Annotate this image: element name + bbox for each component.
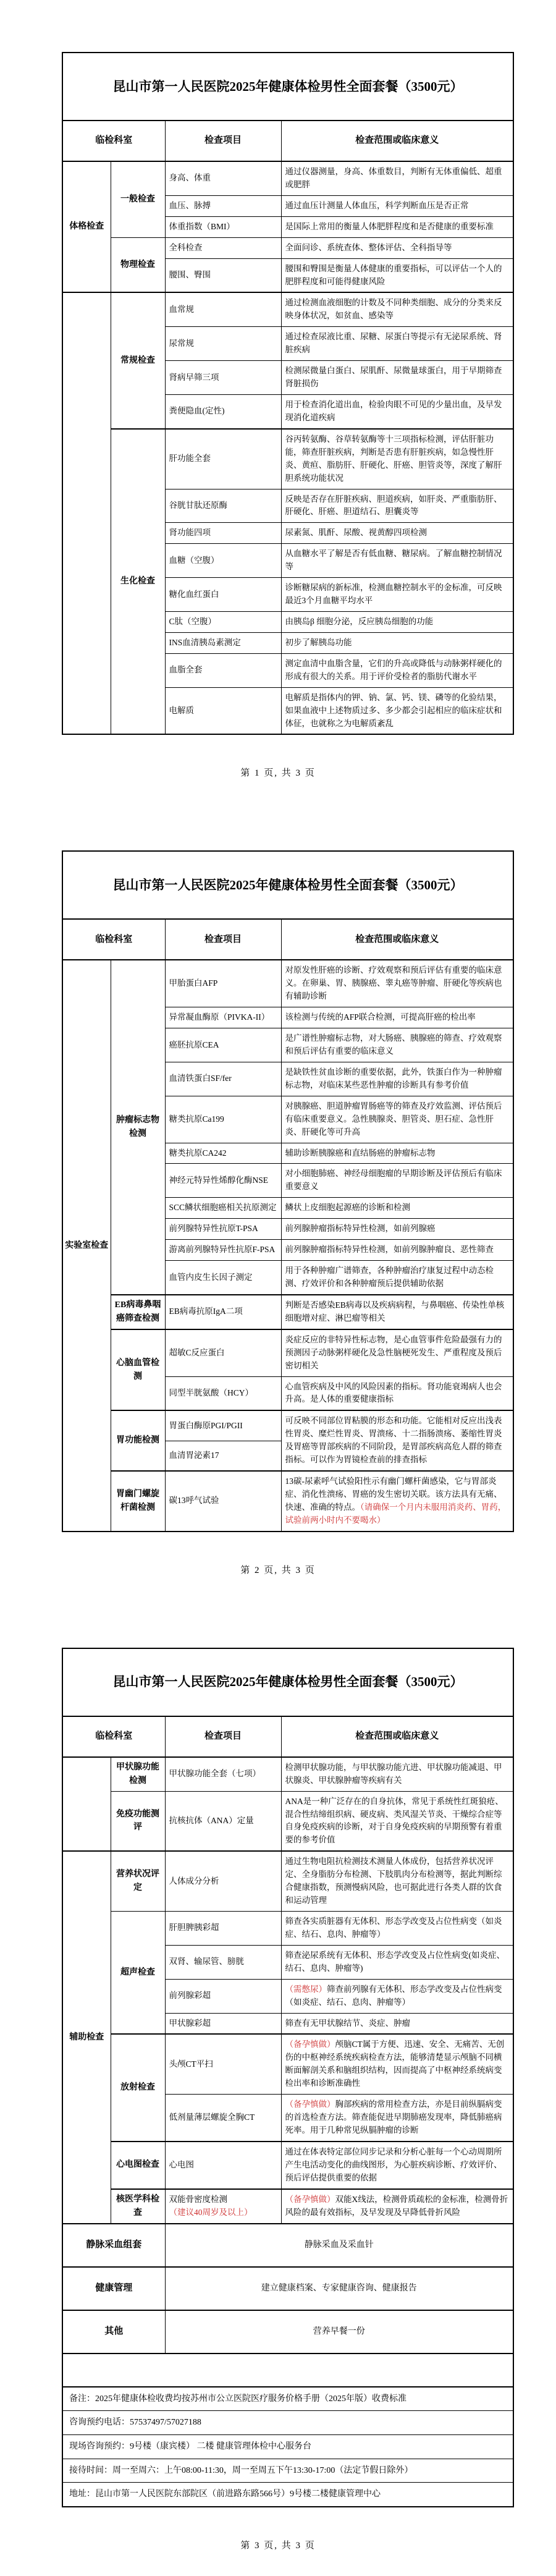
item-cell: 肾病早筛三项 <box>165 361 281 395</box>
exam-row <box>62 237 513 258</box>
item-cell: 谷胱甘肽还原酶 <box>165 489 281 523</box>
item-cell: 血清胃泌素17 <box>165 1441 281 1471</box>
meaning-text: 颅脑CT属于方便、迅速、安全、无痛苦、无创伤的中枢神经系统疾病检查方法，能够清楚显示颅脑不同横断面解剖关系和脑组织结构，因而提高了中枢神经系统病变检出率和诊断准确性 <box>285 2040 505 2088</box>
dept-sub-radiology: 放射检查 <box>111 2034 165 2141</box>
package-table-page-3 <box>62 1648 514 2507</box>
page-1 <box>0 0 556 779</box>
item-cell: 血脂全套 <box>165 653 281 687</box>
item-cell: 双肾、输尿管、膀胱 <box>165 1945 281 1979</box>
exam-row <box>62 1757 513 1791</box>
meaning-cell: 是国际上常用的衡量人体肥胖程度和是否健康的重要标准 <box>281 216 513 237</box>
dept-group-auxiliary: 辅助检查 <box>62 1851 111 2223</box>
meaning-cell: 是缺铁性贫血诊断的重要依据，此外，铁蛋白作为一种肿瘤标志物，对临床某些恶性肿瘤的诊断具有参考价值 <box>281 1062 513 1096</box>
item-cell: 碳13呼气试验 <box>165 1471 281 1532</box>
item-cell: 尿常规 <box>165 327 281 361</box>
item-cell: 头颅CT平扫 <box>165 2034 281 2094</box>
item-cell: 甲胎蛋白AFP <box>165 960 281 1007</box>
note-hours: 接待时间：周一至周六：上午08:00-11:30，周一至周五下午13:30-17:00（法定节假日除外） <box>62 2459 513 2483</box>
page-number-1: 第 1 页, 共 3 页 <box>240 768 316 779</box>
item-cell: 心电图 <box>165 2142 281 2189</box>
meaning-cell: 由胰岛β 细胞分泌，反应胰岛细胞的功能 <box>281 611 513 632</box>
page-2 <box>0 850 556 1575</box>
meaning-cell: 对胰腺癌、胆道肿瘤胃肠癌等的筛查及疗效监测、评估预后有临床重要意义。急性胰腺炎、胆管炎、胆石症、急性肝炎、肝硬化等可升高 <box>281 1096 513 1143</box>
meaning-cell: 通过生物电阻抗检测技术测量人体成份，包括营养状况评定、全身脂肪分布检测、下肢肌肉分布检测等，据此判断综合健康指数，预测慢病风险，也可据此进行各类人群的饮食和运动管理 <box>281 1851 513 1911</box>
item-cell: 人体成分分析 <box>165 1851 281 1911</box>
meaning-cell: 通过检测血液细胞的计数及不同种类细胞、成分的分类来反映身体状况，如贫血、感染等 <box>281 292 513 326</box>
spacer-row <box>62 2354 513 2387</box>
meaning-cell: 反映是否存在肝脏疾病、胆道疾病，如肝炎、严重脂肪肝、肝硬化、肝癌、胆道结石、胆囊炎等 <box>281 489 513 523</box>
note-phone: 咨询预约电话：57537497/57027188 <box>62 2411 513 2435</box>
item-cell: 血压、脉搏 <box>165 195 281 216</box>
meaning-cell: 腰围和臀围是衡量人体健康的重要指标，可以评估一个人的肥胖程度和可能得健康风险 <box>281 258 513 292</box>
item-cell <box>165 2189 281 2224</box>
exam-row <box>62 2034 513 2094</box>
dept-sub-nuclear-medicine: 核医学科检查 <box>111 2189 165 2224</box>
item-cell: 电解质 <box>165 687 281 734</box>
page-title: 昆山市第一人民医院2025年健康体检男性全面套餐（3500元） <box>62 53 513 121</box>
dept-sub-thyroid-function: 甲状腺功能检测 <box>111 1757 165 1791</box>
meaning-text: 胸部疾病的常用检查方法，亦是目前纵膈病变的首选检查方法。筛查能促进早期肺癌发现率，降低肺癌病死率。用于几种常见纵膈肿瘤的诊断 <box>285 2099 502 2135</box>
note-address: 地址：昆山市第一人民医院东部院区（前进路东路566号）9号楼二楼健康管理中心 <box>62 2483 513 2507</box>
summary-value: 营养早餐一份 <box>165 2310 513 2354</box>
meaning-cell: 炎症反应的非特异性标志物，是心血管事件危险最强有力的预测因子动脉粥样硬化及急性脑梗死发生、严重程度及预后密切相关 <box>281 1329 513 1376</box>
col-header-item: 检查项目 <box>165 919 281 960</box>
dept-sub-eb-virus: EB病毒鼻咽癌筛查检测 <box>111 1295 165 1329</box>
page-number-2: 第 2 页, 共 3 页 <box>240 1565 316 1575</box>
meaning-cell: 从血糖水平了解是否有低血糖、糖尿病。了解血糖控制情况等 <box>281 544 513 578</box>
exam-row <box>62 1791 513 1851</box>
summary-label-other: 其他 <box>62 2310 165 2354</box>
item-cell: 糖类抗原CA242 <box>165 1143 281 1164</box>
note-row <box>62 2434 513 2459</box>
item-cell: 肝胆脾胰彩超 <box>165 1911 281 1945</box>
meaning-cell: 全面问诊、系统查体、整体评估、全科指导等 <box>281 237 513 258</box>
note-row <box>62 2387 513 2411</box>
item-cell: 血糖（空腹） <box>165 544 281 578</box>
item-cell: 糖化血红蛋白 <box>165 578 281 612</box>
item-cell: 前列腺特异性抗原T-PSA <box>165 1219 281 1240</box>
meaning-cell <box>281 1471 513 1532</box>
meaning-cell: 通过检查尿液比重、尿糖、尿蛋白等提示有无泌尿系统、肾脏疾病 <box>281 327 513 361</box>
meaning-cell: 通过仪器测量，身高、体重数目，判断有无体重偏低、超重或肥胖 <box>281 161 513 195</box>
item-cell: 低剂量薄层螺旋全胸CT <box>165 2095 281 2142</box>
note-row <box>62 2411 513 2435</box>
summary-row <box>62 2310 513 2354</box>
note-row <box>62 2459 513 2483</box>
dept-sub-gastric-function: 胃功能检测 <box>111 1410 165 1471</box>
exam-row <box>62 292 513 326</box>
col-header-dept: 临检科室 <box>62 1716 165 1757</box>
meaning-cell <box>281 2034 513 2094</box>
item-red-note: （建议40周岁及以上） <box>169 2207 253 2217</box>
package-table-page-1 <box>62 52 514 735</box>
exam-row <box>62 429 513 489</box>
item-cell: 肾功能四项 <box>165 523 281 544</box>
item-cell: 甲状腺功能全套（七项） <box>165 1757 281 1791</box>
exam-row <box>62 1329 513 1376</box>
item-cell: INS血清胰岛素测定 <box>165 632 281 653</box>
summary-label-blood-draw: 静脉采血组套 <box>62 2224 165 2267</box>
item-cell: 全科检查 <box>165 237 281 258</box>
exam-row <box>62 161 513 195</box>
meaning-cell: 是广谱性肿瘤标志物，对大肠癌、胰腺癌的筛查、疗效观察和预后评估有重要的临床意义 <box>281 1028 513 1062</box>
exam-row <box>62 1911 513 1945</box>
item-cell: 前列腺彩超 <box>165 1979 281 2013</box>
item-text: 双能骨密度检测 <box>169 2194 227 2204</box>
meaning-cell: 该检测与传统的AFP联合检测，可提高肝癌的检出率 <box>281 1007 513 1028</box>
meaning-text: 筛查前列腺有无体积、形态学改变及占位性病变（如炎症、结石、息肉、肿瘤等） <box>285 1984 502 2007</box>
item-cell: 腰围、臀围 <box>165 258 281 292</box>
dept-sub-ultrasound: 超声检查 <box>111 1911 165 2034</box>
item-cell: 血管内皮生长因子测定 <box>165 1261 281 1295</box>
col-header-meaning: 检查范围或临床意义 <box>281 1716 513 1757</box>
exam-row <box>62 2189 513 2224</box>
meaning-cell <box>281 1979 513 2013</box>
meaning-cell: 用于检查消化道出血，检验肉眼不可见的少量出血，及早发现消化道疾病 <box>281 394 513 428</box>
meaning-cell <box>281 2189 513 2224</box>
dept-sub-routine: 常规检查 <box>111 292 165 428</box>
item-cell: 甲状腺彩超 <box>165 2013 281 2034</box>
col-header-dept: 临检科室 <box>62 919 165 960</box>
item-cell: 血常规 <box>165 292 281 326</box>
page-3 <box>0 1648 556 2551</box>
summary-value: 建立健康档案、专家健康咨询、健康报告 <box>165 2267 513 2310</box>
item-cell: EB病毒抗原IgA二项 <box>165 1295 281 1329</box>
meaning-cell: 心血管疾病及中风的风险因素的指标。肾功能衰竭病人也会升高。是人体的重要健康指标 <box>281 1376 513 1410</box>
item-cell: 粪便隐血(定性) <box>165 394 281 428</box>
page-title: 昆山市第一人民医院2025年健康体检男性全面套餐（3500元） <box>62 851 513 919</box>
summary-row <box>62 2224 513 2267</box>
item-cell: 肝功能全套 <box>165 429 281 489</box>
page-number-3: 第 3 页, 共 3 页 <box>240 2540 316 2551</box>
summary-row <box>62 2267 513 2310</box>
exam-row <box>62 1295 513 1329</box>
summary-label-health-management: 健康管理 <box>62 2267 165 2310</box>
item-cell: 超敏C反应蛋白 <box>165 1329 281 1376</box>
dept-group-laboratory: 实验室检查 <box>62 960 111 1531</box>
item-cell: 癌胚抗原CEA <box>165 1028 281 1062</box>
dept-sub-general: 一般检查 <box>111 161 165 237</box>
exam-row <box>62 2142 513 2189</box>
meaning-cell-shared: 可反映不同部位胃粘膜的形态和功能。它能相对反应出浅表性胃炎、糜烂性胃炎、胃溃疡、十二指肠溃疡、萎缩性胃炎及胃癌等胃部疾病的不同阶段，是胃部疾病高危人群的筛查指标。可以作为胃镜检查前的排查指标 <box>281 1410 513 1471</box>
col-header-dept: 临检科室 <box>62 121 165 161</box>
meaning-cell: 初步了解胰岛功能 <box>281 632 513 653</box>
item-cell: 神经元特异性烯醇化酶NSE <box>165 1164 281 1198</box>
page-title: 昆山市第一人民医院2025年健康体检男性全面套餐（3500元） <box>62 1648 513 1716</box>
meaning-red-note: （需憋尿） <box>285 1984 327 1994</box>
note-onsite: 现场咨询预约：9号楼（康宾楼） 二楼 健康管理体检中心服务台 <box>62 2434 513 2459</box>
dept-sub-tumor-markers: 肿瘤标志物检测 <box>111 960 165 1295</box>
dept-sub-ecg: 心电图检查 <box>111 2142 165 2189</box>
package-table-page-2 <box>62 850 514 1532</box>
meaning-cell: 谷丙转氨酶、谷草转氨酶等十三项指标检测，评估肝脏功能，筛查肝脏疾病，判断是否患有肝脏疾病，如急慢性肝炎、黄疸、脂肪肝、肝硬化、肝癌、胆管炎等，深度了解肝胆系统功能状况 <box>281 429 513 489</box>
meaning-red-note: （请确保一个月内未服用消炎药、胃药，试验前两小时内不要喝水） <box>285 1502 507 1525</box>
meaning-cell: 测定血清中血脂含量，它们的升高或降低与动脉粥样硬化的形成有很大的关系。用于评价受检者的脂肪代谢水平 <box>281 653 513 687</box>
meaning-cell: 通过在体表特定部位同步记录和分析心脏每一个心动周期所产生电活动变化的曲线图形，为心脏疾病诊断、疗效评价、预后评估提供重要的依据 <box>281 2142 513 2189</box>
item-cell: 体重指数（BMI） <box>165 216 281 237</box>
item-cell: 同型半胱氨酸（HCY） <box>165 1376 281 1410</box>
exam-row <box>62 1471 513 1532</box>
meaning-cell: 前列腺肿瘤指标特异性检测，如前列腺癌 <box>281 1219 513 1240</box>
meaning-red-note: （备孕慎做） <box>285 2194 335 2204</box>
meaning-cell: ANA是一种广泛存在的自身抗体，常见于系统性红斑狼疮、混合性结缔组织病、硬皮病、类风湿关节炎、干燥综合症等自身免疫疾病的诊断，对于自身免疫疾病的早期预警有着重要的参考价值 <box>281 1791 513 1851</box>
exam-row <box>62 1851 513 1911</box>
dept-sub-immune-function: 免疫功能测评 <box>111 1791 165 1851</box>
note-row <box>62 2483 513 2507</box>
meaning-cell: 尿素氮、肌酐、尿酸、视黄醇四项检测 <box>281 523 513 544</box>
meaning-cell <box>281 2095 513 2142</box>
item-cell: 身高、体重 <box>165 161 281 195</box>
meaning-cell: 电解质是指体内的钾、钠、氯、钙、镁、磷等的化验结果，如果血液中上述物质过多、多少都会引起相应的临床症状和体征，也就称之为电解质紊乱 <box>281 687 513 734</box>
meaning-red-note: （备孕慎做） <box>285 2099 335 2109</box>
meaning-cell: 用于各种肿瘤广谱筛查，各种肿瘤治疗康复过程中动态检测、疗效评价和各种肿瘤预后提供辅助依据 <box>281 1261 513 1295</box>
meaning-cell: 鳞状上皮细胞起源癌的诊断和检测 <box>281 1198 513 1219</box>
dept-sub-physical-exam: 物理检查 <box>111 237 165 292</box>
meaning-cell: 判断是否感染EB病毒以及疾病病程，与鼻咽癌、传染性单核细胞增对症、淋巴瘤等相关 <box>281 1295 513 1329</box>
dept-sub-h-pylori: 胃幽门螺旋杆菌检测 <box>111 1471 165 1532</box>
meaning-cell: 对原发性肝癌的诊断、疗效观察和预后评估有重要的临床意义。在卵巢、胃、胰腺癌、睾丸癌等肿瘤、肝硬化等疾病也有辅助诊断 <box>281 960 513 1007</box>
dept-sub-nutrition: 营养状况评定 <box>111 1851 165 1911</box>
item-cell: 抗核抗体（ANA）定量 <box>165 1791 281 1851</box>
dept-group-blank <box>62 1757 111 1852</box>
exam-row <box>62 1410 513 1441</box>
dept-group-physical: 体格检查 <box>62 161 111 292</box>
meaning-cell: 前列腺肿瘤指标特异性检测，如前列腺肿瘤良、恶性筛查 <box>281 1240 513 1261</box>
meaning-cell: 检测尿微量白蛋白、尿肌酐、尿微量球蛋白，用于早期筛查肾脏损伤 <box>281 361 513 395</box>
summary-value: 静脉采血及采血针 <box>165 2224 513 2267</box>
item-cell: 游离前列腺特异性抗原F-PSA <box>165 1240 281 1261</box>
meaning-text: 13碳-尿素呼气试验阳性示有幽门螺杆菌感染，它与胃部炎症、消化性溃疡、胃癌的发生密切关联。该方法具有无痛、快速、准确的特点。 <box>285 1477 502 1512</box>
item-cell: 血清铁蛋白SF/fer <box>165 1062 281 1096</box>
meaning-cell: 筛查泌尿系统有无体积、形态学改变及占位性病变(如炎症、结石、息肉、肿瘤等) <box>281 1945 513 1979</box>
meaning-cell: 诊断糖尿病的新标准，检测血糖控制水平的金标准，可反映最近3个月血糖平均水平 <box>281 578 513 612</box>
meaning-cell: 筛查各实质脏器有无体积、形态学改变及占位性病变（如炎症、结石、息肉、肿瘤等） <box>281 1911 513 1945</box>
spacer-cell <box>62 2354 513 2387</box>
meaning-cell: 辅助诊断胰腺癌和直结肠癌的肿瘤标志物 <box>281 1143 513 1164</box>
meaning-text: 双能X线法，检测骨质疏松的金标准，检测骨折风险的最有效指标，及早发现及早降低骨折风险 <box>285 2194 508 2217</box>
meaning-cell: 通过血压计测量人体血压，科学判断血压是否正常 <box>281 195 513 216</box>
item-cell: 糖类抗原Ca199 <box>165 1096 281 1143</box>
item-cell: 异常凝血酶原（PIVKA-II） <box>165 1007 281 1028</box>
col-header-item: 检查项目 <box>165 1716 281 1757</box>
item-cell: SCC鳞状细胞癌相关抗原测定 <box>165 1198 281 1219</box>
meaning-red-note: （备孕慎做） <box>285 2040 335 2049</box>
dept-sub-biochem: 生化检查 <box>111 429 165 735</box>
col-header-meaning: 检查范围或临床意义 <box>281 919 513 960</box>
col-header-meaning: 检查范围或临床意义 <box>281 121 513 161</box>
meaning-cell: 筛查有无甲状腺结节、炎症、肿瘤 <box>281 2013 513 2034</box>
note-remark: 备注：2025年健康体检收费均按苏州市公立医院医疗服务价格手册（2025年版）收费标准 <box>62 2387 513 2411</box>
col-header-item: 检查项目 <box>165 121 281 161</box>
dept-group-blank <box>62 292 111 734</box>
item-cell: C肽（空腹） <box>165 611 281 632</box>
dept-sub-cardio-cerebro: 心脑血管检测 <box>111 1329 165 1411</box>
exam-row <box>62 960 513 1007</box>
meaning-cell: 检测甲状腺功能，与甲状腺功能亢进、甲状腺功能减退、甲状腺炎、甲状腺肿瘤等疾病有关 <box>281 1757 513 1791</box>
item-cell: 胃蛋白酶原PGI/PGII <box>165 1410 281 1441</box>
meaning-cell: 对小细胞肺癌、神经母细胞瘤的早期诊断及评估预后有临床重要意义 <box>281 1164 513 1198</box>
